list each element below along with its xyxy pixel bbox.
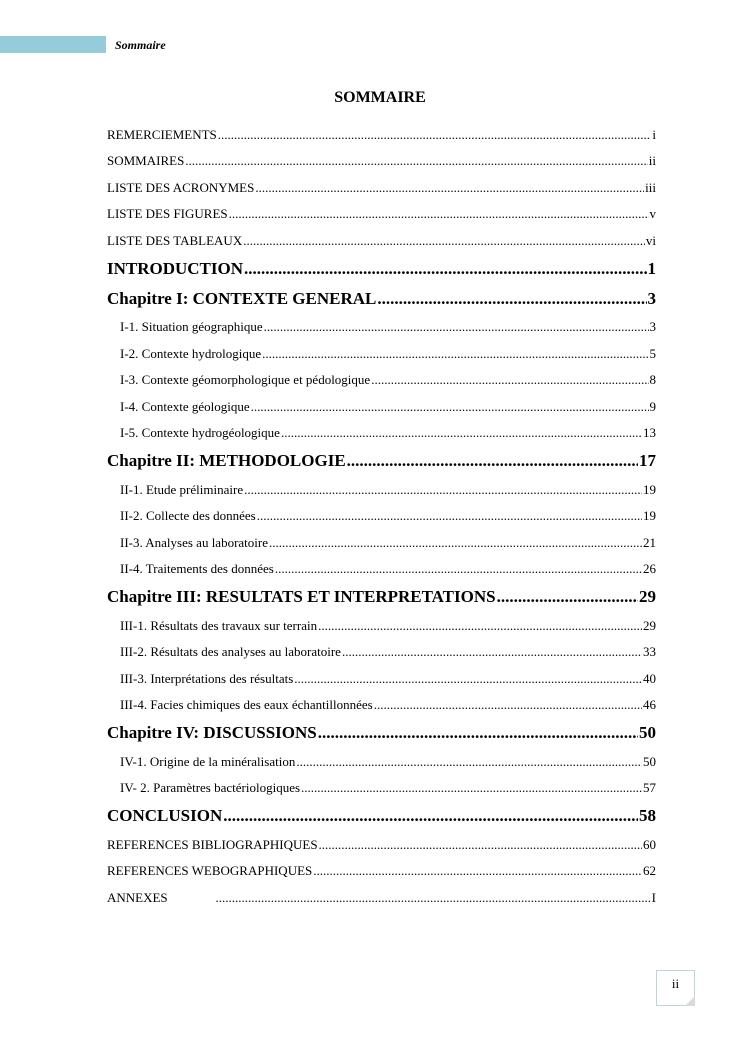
- toc-entry[interactable]: [107, 581, 656, 611]
- toc-entry-page: 60: [643, 836, 656, 852]
- toc-leader-dots: [313, 863, 642, 883]
- toc-entry-page: I: [651, 889, 656, 905]
- toc-entry-page: v: [649, 206, 656, 221]
- toc-leader-dots: [318, 618, 642, 638]
- toc-entry-label: Chapitre III: RESULTATS ET INTERPRETATIONS: [107, 587, 496, 606]
- toc-entry-page: 33: [643, 644, 656, 659]
- toc-entry[interactable]: [107, 253, 656, 283]
- toc-leader-dots: [262, 346, 648, 366]
- toc-entry-page: 46: [643, 697, 656, 712]
- toc-entry-label: LISTE DES FIGURES: [107, 206, 228, 221]
- toc-entry[interactable]: [107, 366, 656, 393]
- toc-entry[interactable]: [107, 313, 656, 340]
- toc-leader-dots: [371, 372, 648, 392]
- toc-leader-dots: [257, 508, 642, 528]
- toc-entry-label: REMERCIEMENTS: [107, 126, 217, 142]
- toc-entry-page: 29: [643, 617, 656, 633]
- toc-entry[interactable]: [107, 392, 656, 419]
- toc-entry-label: IV- 2. Paramètres bactériologiques: [120, 780, 301, 795]
- toc-leader-dots: [301, 780, 642, 800]
- toc-entry-page: 3: [649, 319, 656, 334]
- toc-entry[interactable]: [107, 339, 656, 366]
- toc-entry-page: 1: [647, 258, 656, 278]
- toc-leader-dots: [243, 233, 645, 253]
- toc-entry-label: REFERENCES WEBOGRAPHIQUES: [107, 863, 313, 878]
- toc-entry[interactable]: [107, 120, 656, 147]
- table-of-contents: [107, 120, 656, 910]
- toc-leader-dots: [497, 587, 638, 611]
- toc-leader-dots: [275, 561, 642, 581]
- toc-leader-dots: [229, 206, 649, 226]
- toc-entry[interactable]: [107, 747, 656, 774]
- toc-entry[interactable]: [107, 475, 656, 502]
- toc-entry-label: III-2. Résultats des analyses au laboratoire: [120, 644, 341, 659]
- toc-entry-page: 5: [649, 345, 656, 361]
- toc-entry[interactable]: [107, 283, 656, 313]
- toc-entry-label: I-3. Contexte géomorphologique et pédologique: [120, 372, 371, 387]
- toc-entry-page: 19: [643, 481, 656, 497]
- toc-leader-dots: [294, 671, 642, 691]
- toc-leader-dots: [223, 806, 638, 830]
- toc-entry-label: CONCLUSION: [107, 806, 223, 825]
- page-title: SOMMAIRE: [334, 89, 426, 106]
- toc-entry[interactable]: [107, 555, 656, 582]
- toc-entry[interactable]: [107, 857, 656, 884]
- toc-entry-label: LISTE DES ACRONYMES: [107, 179, 255, 195]
- toc-leader-dots: [215, 890, 650, 910]
- toc-leader-dots: [185, 153, 647, 173]
- toc-entry-label: Chapitre I: CONTEXTE GENERAL: [107, 288, 377, 308]
- page-number-box: [656, 970, 695, 1006]
- toc-entry-label: III-3. Interprétations des résultats: [120, 670, 294, 686]
- toc-entry-page: 57: [643, 780, 656, 795]
- toc-entry[interactable]: [107, 800, 656, 830]
- toc-entry-page: 29: [639, 587, 656, 606]
- toc-entry-label: Chapitre II: METHODOLOGIE: [107, 451, 346, 470]
- toc-entry-label: IV-1. Origine de la minéralisation: [120, 753, 296, 769]
- toc-leader-dots: [347, 451, 638, 475]
- toc-entry-label: II-2. Collecte des données: [120, 508, 256, 523]
- toc-leader-dots: [319, 837, 642, 857]
- toc-entry-page: vi: [645, 232, 656, 248]
- toc-entry-label: I-1. Situation géographique: [120, 319, 263, 334]
- toc-leader-dots: [251, 399, 649, 419]
- toc-entry-label: II-4. Traitements des données: [120, 561, 274, 576]
- toc-entry-label: II-1. Etude préliminaire: [120, 481, 244, 497]
- toc-entry-label: INTRODUCTION: [107, 258, 244, 278]
- toc-entry-page: 3: [647, 288, 656, 308]
- toc-entry[interactable]: [107, 638, 656, 665]
- toc-leader-dots: [296, 754, 642, 774]
- toc-entry-page: i: [652, 126, 656, 142]
- toc-entry-label: REFERENCES BIBLIOGRAPHIQUES: [107, 836, 318, 852]
- toc-entry-page: 21: [643, 534, 656, 550]
- toc-leader-dots: [374, 697, 642, 717]
- toc-leader-dots: [244, 482, 642, 502]
- toc-entry-label: III-4. Facies chimiques des eaux échantillonnées: [120, 697, 373, 712]
- toc-entry-label: I-4. Contexte géologique: [120, 398, 250, 414]
- toc-leader-dots: [318, 723, 638, 747]
- page-number: ii: [671, 976, 680, 991]
- toc-entry[interactable]: [107, 147, 656, 174]
- toc-leader-dots: [377, 289, 646, 313]
- toc-entry-page: ii: [648, 153, 656, 168]
- toc-entry-page: 50: [639, 723, 656, 742]
- toc-entry-page: 8: [649, 372, 656, 387]
- toc-entry-page: 26: [643, 561, 656, 576]
- toc-leader-dots: [255, 180, 644, 200]
- toc-entry-page: 58: [639, 806, 656, 825]
- toc-entry-page: 9: [649, 398, 656, 414]
- toc-entry[interactable]: [107, 830, 656, 857]
- toc-entry[interactable]: [107, 502, 656, 529]
- toc-entry-page: 17: [639, 451, 656, 470]
- toc-entry-page: 40: [643, 670, 656, 686]
- toc-leader-dots: [244, 259, 646, 283]
- header-band: [0, 36, 106, 53]
- toc-entry[interactable]: [107, 445, 656, 475]
- toc-entry-label: LISTE DES TABLEAUX: [107, 232, 243, 248]
- toc-entry-page: 62: [643, 863, 656, 878]
- toc-entry-page: 19: [643, 508, 656, 523]
- toc-entry[interactable]: [107, 774, 656, 801]
- toc-entry[interactable]: [107, 611, 656, 638]
- toc-leader-dots: [281, 425, 642, 445]
- toc-entry[interactable]: [107, 691, 656, 718]
- toc-entry-page: 13: [643, 425, 656, 440]
- toc-entry[interactable]: [107, 419, 656, 446]
- toc-leader-dots: [269, 535, 642, 555]
- toc-entry[interactable]: [107, 664, 656, 691]
- toc-entry-page: 50: [643, 753, 656, 769]
- toc-entry-label: I-5. Contexte hydrogéologique: [120, 425, 280, 440]
- toc-entry-page: iii: [645, 179, 656, 195]
- toc-entry[interactable]: [107, 528, 656, 555]
- page-curl-corner: [685, 996, 695, 1006]
- toc-leader-dots: [218, 127, 652, 147]
- toc-entry[interactable]: [107, 717, 656, 747]
- header-label: Sommaire: [115, 38, 166, 52]
- toc-entry[interactable]: [107, 883, 656, 910]
- toc-entry-label: SOMMAIRES: [107, 153, 185, 168]
- toc-entry[interactable]: [107, 200, 656, 227]
- toc-leader-dots: [264, 319, 649, 339]
- toc-entry-label: Chapitre IV: DISCUSSIONS: [107, 723, 317, 742]
- toc-entry-label: ANNEXES: [107, 889, 168, 905]
- toc-entry-label: II-3. Analyses au laboratoire: [120, 534, 269, 550]
- toc-entry[interactable]: [107, 173, 656, 200]
- toc-leader-dots: [342, 644, 642, 664]
- toc-entry[interactable]: [107, 226, 656, 253]
- toc-entry-label: I-2. Contexte hydrologique: [120, 345, 262, 361]
- toc-entry-label: III-1. Résultats des travaux sur terrain: [120, 617, 318, 633]
